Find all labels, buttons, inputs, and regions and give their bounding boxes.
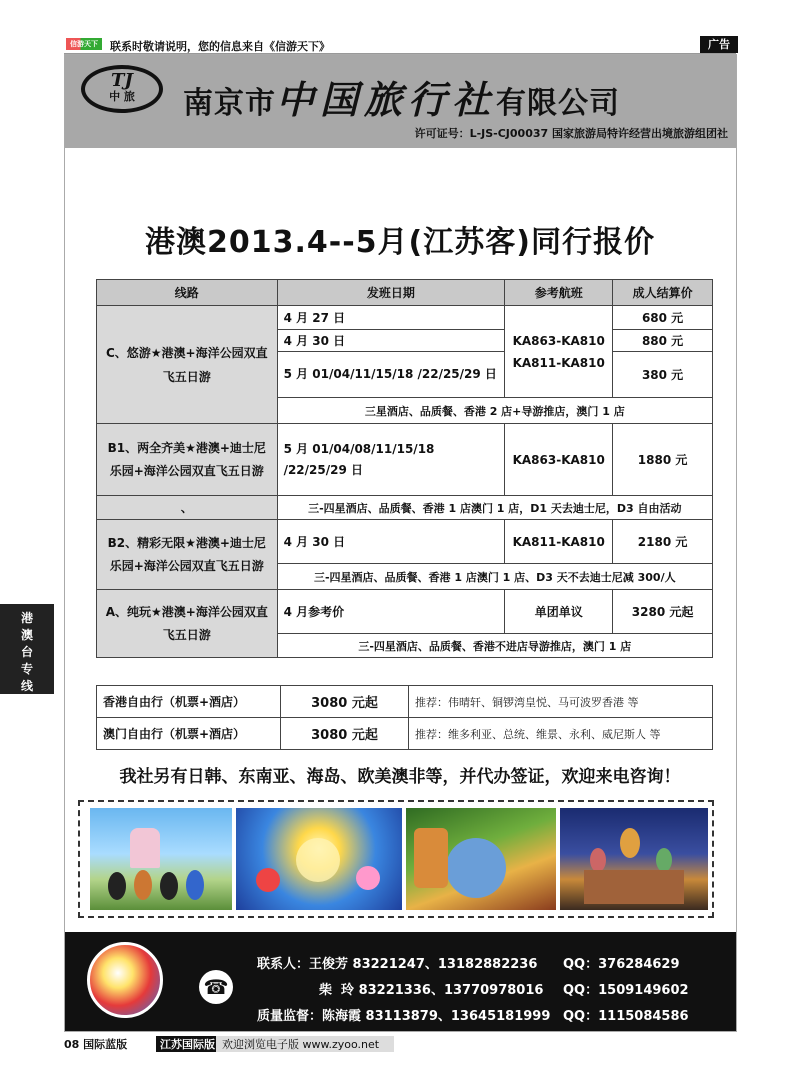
free-travel-table bbox=[96, 685, 713, 750]
price-table bbox=[96, 279, 713, 658]
parade-float-photo bbox=[406, 808, 556, 910]
price-c1: 680 元 bbox=[613, 306, 713, 330]
table-row bbox=[97, 590, 713, 634]
phone-icon: ☎ bbox=[199, 970, 233, 1004]
free-mo-price: 3080 元起 bbox=[281, 718, 409, 750]
date-c1: 4 月 27 日 bbox=[277, 306, 505, 330]
col-flight: 参考航班 bbox=[505, 280, 613, 306]
license-number: 许可证号：L-JS-CJ00037 国家旅游局特许经营出境旅游组团社 bbox=[414, 127, 728, 140]
table-row bbox=[97, 686, 713, 718]
route-c: C、悠游★港澳+海洋公园双直飞五日游 bbox=[97, 306, 278, 424]
photo-gallery bbox=[78, 800, 714, 918]
bottom-bar bbox=[64, 1036, 394, 1051]
disneyland-castle-photo bbox=[90, 808, 232, 910]
contact-qq-3: QQ：1115084586 bbox=[563, 1009, 689, 1024]
top-bar bbox=[64, 36, 736, 54]
free-hk-name: 香港自由行（机票+酒店） bbox=[97, 686, 281, 718]
free-mo-rec: 推荐：维多利亚、总统、维景、永利、威尼斯人 等 bbox=[409, 718, 713, 750]
note-b2: 三-四星酒店、品质餐、香港 1 店澳门 1 店、D3 天不去迪士尼减 300/人 bbox=[277, 564, 712, 590]
note-c: 三星酒店、品质餐、香港 2 店+导游推店，澳门 1 店 bbox=[277, 398, 712, 424]
page-number: 08 国际蓝版 bbox=[64, 1038, 128, 1051]
col-price: 成人结算价 bbox=[613, 280, 713, 306]
free-hk-rec: 推荐：伟晴轩、铜锣湾皇悦、马可波罗香港 等 bbox=[409, 686, 713, 718]
note-a: 三-四星酒店、品质餐、香港不进店导游推店，澳门 1 店 bbox=[277, 634, 712, 658]
contact-qq-2: QQ：1509149602 bbox=[563, 983, 689, 998]
note-b1: 三-四星酒店、品质餐、香港 1 店澳门 1 店，D1 天去迪士尼，D3 自由活动 bbox=[277, 496, 712, 520]
price-b2: 2180 元 bbox=[613, 520, 713, 564]
company-name: 南京市中国旅行社有限公司 bbox=[183, 77, 621, 122]
cathedral-photo bbox=[560, 808, 708, 910]
contact-qq-1: QQ：376284629 bbox=[563, 957, 680, 972]
table-row bbox=[97, 496, 713, 520]
magazine-logo: 信游天下 bbox=[66, 38, 102, 50]
flight-c: KA863-KA810 KA811-KA810 bbox=[505, 306, 613, 398]
route-b2: B2、精彩无限★港澳+迪士尼乐园+海洋公园双直飞五日游 bbox=[97, 520, 278, 590]
table-row bbox=[97, 718, 713, 750]
source-note: 联系时敬请说明，您的信息来自《信游天下》 bbox=[110, 40, 330, 53]
date-b1: 5 月 01/04/08/11/15/18 /22/25/29 日 bbox=[277, 424, 505, 496]
company-emblem-icon: TJ 中 旅 bbox=[81, 65, 163, 113]
route-a: A、纯玩★港澳+海洋公园双直飞五日游 bbox=[97, 590, 278, 658]
col-date: 发班日期 bbox=[277, 280, 505, 306]
flight-a: 单团单议 bbox=[505, 590, 613, 634]
table-row bbox=[97, 306, 713, 330]
mickey-badge-image bbox=[87, 942, 163, 1018]
table-header-row bbox=[97, 280, 713, 306]
flight-b2: KA811-KA810 bbox=[505, 520, 613, 564]
price-c2: 880 元 bbox=[613, 330, 713, 352]
col-route: 线路 bbox=[97, 280, 278, 306]
side-label: 港澳台专线 bbox=[0, 604, 54, 694]
contact-lines bbox=[257, 952, 689, 1030]
date-c2: 4 月 30 日 bbox=[277, 330, 505, 352]
price-a: 3280 元起 bbox=[613, 590, 713, 634]
date-b2: 4 月 30 日 bbox=[277, 520, 505, 564]
contact-line-1: 联系人：王俊芳 83221247、13182882236 bbox=[257, 957, 538, 972]
edition-label: 江苏国际版 bbox=[156, 1036, 219, 1052]
route-b1: B1、两全齐美★港澳+迪士尼乐园+海洋公园双直飞五日游 bbox=[97, 424, 278, 496]
company-header bbox=[65, 55, 736, 148]
price-c3: 380 元 bbox=[613, 352, 713, 398]
contact-line-2: 柴 玲 83221336、13770978016 bbox=[319, 983, 544, 998]
date-c3: 5 月 01/04/11/15/18 /22/25/29 日 bbox=[277, 352, 505, 398]
flight-b1: KA863-KA810 bbox=[505, 424, 613, 496]
table-row bbox=[97, 424, 713, 496]
ad-tag: 广告 bbox=[700, 36, 738, 53]
disney-characters-photo bbox=[236, 808, 402, 910]
free-hk-price: 3080 元起 bbox=[281, 686, 409, 718]
table-row bbox=[97, 520, 713, 564]
extra-services: 我社另有日韩、东南亚、海岛、欧美澳非等，并代办签证，欢迎来电咨询！ bbox=[119, 767, 681, 787]
website-link[interactable]: 欢迎浏览电子版 www.zyoo.net bbox=[216, 1036, 394, 1052]
contact-line-3: 质量监督：陈海霞 83113879、13645181999 bbox=[257, 1009, 551, 1024]
price-b1: 1880 元 bbox=[613, 424, 713, 496]
page-title: 港澳2013.4--5月(江苏客)同行报价 bbox=[145, 225, 655, 260]
route-b1-mark: 、 bbox=[97, 496, 278, 520]
contact-footer bbox=[65, 932, 736, 1031]
date-a: 4 月参考价 bbox=[277, 590, 505, 634]
free-mo-name: 澳门自由行（机票+酒店） bbox=[97, 718, 281, 750]
